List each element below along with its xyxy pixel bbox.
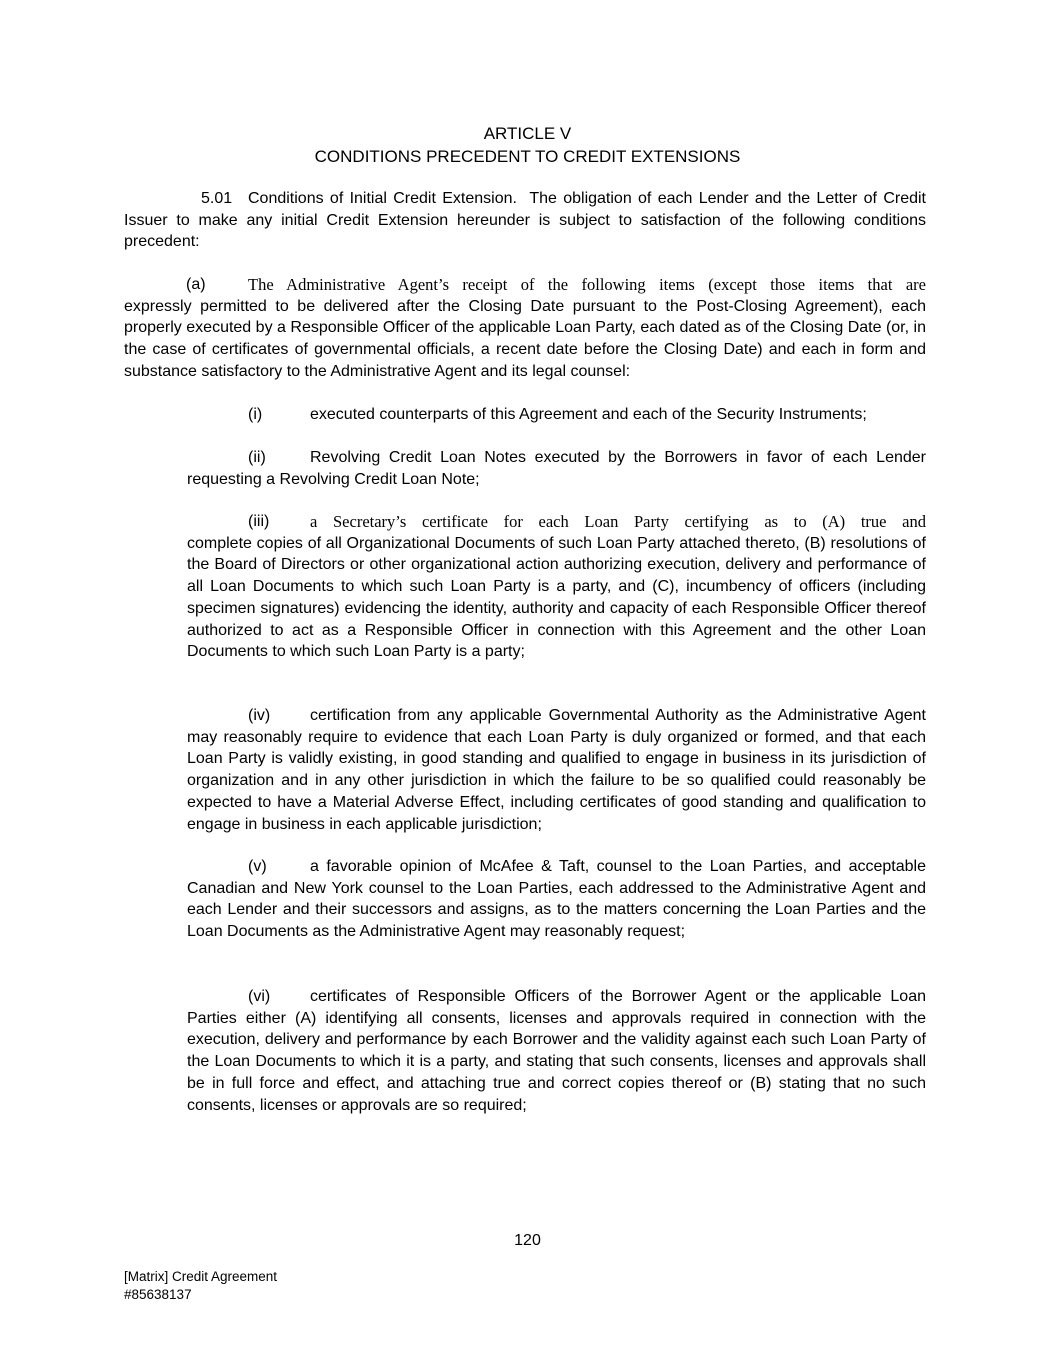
clause-a-text: expressly permitted to be delivered after the Closing Date pursuant to the Post-Closing Agreement), each properly executed by a Responsible Officer of the applicable Loan Party, each dated as of the Closing Date (or, in the case of certificates of governmental officials, a recent date before the Closing Date) and each in form and substance satisfactory to the Administrative Agent and its legal counsel: <box>124 297 926 380</box>
clause-a-label: (a) <box>186 276 206 293</box>
article-subtitle: CONDITIONS PRECEDENT TO CREDIT EXTENSIONS <box>314 147 741 166</box>
item-iv <box>187 705 926 835</box>
item-iv-text: certification from any applicable Governmental Authority as the Administrative Agent may reasonably require to evidence that each Loan Party is duly organized or formed, and that each Loan Party is validly existing, in good standing and qualified to engage in business in its jurisdiction of organization and in any other jurisdiction in which the failure to be so qualified could reasonably be expected to have a Material Adverse Effect, including certificates of good standing and qualification to engage in business in each applicable jurisdiction; <box>187 707 926 833</box>
item-v-label: (v) <box>248 858 267 875</box>
item-vi-label: (vi) <box>248 988 271 1005</box>
item-iv-label: (iv) <box>248 707 271 724</box>
item-v-text: a favorable opinion of McAfee & Taft, counsel to the Loan Parties, and acceptable Canadian and New York counsel to the Loan Parties, each addressed to the Administrative Agent and each Lender and their successors and assigns, as to the matters concerning the Loan Parties and the Loan Documents as the Administrative Agent may reasonably request; <box>187 858 926 941</box>
item-i-text: executed counterparts of this Agreement and each of the Security Instruments; <box>310 406 867 423</box>
item-iii-first-line <box>187 511 926 533</box>
section-5-01 <box>124 188 926 253</box>
page-number: 120 <box>514 1232 541 1249</box>
item-v <box>187 856 926 943</box>
article-title: ARTICLE V <box>483 124 572 143</box>
item-i <box>187 404 926 426</box>
item-iii-label: (iii) <box>248 513 270 530</box>
item-i-label: (i) <box>248 406 263 423</box>
item-vi <box>187 986 926 1116</box>
item-ii-text: Revolving Credit Loan Notes executed by the Borrowers in favor of each Lender requesting a Revolving Credit Loan Note; <box>187 449 926 488</box>
section-heading: Conditions of Initial Credit Extension. <box>248 190 517 207</box>
item-vi-text: certificates of Responsible Officers of the Borrower Agent or the applicable Loan Parties either (A) identifying all consents, licenses and approvals required in connection with the execution, delivery and performance by each Borrower and the validity against each such Loan Party of the Loan Documents to which it is a party, and stating that such consents, licenses and approvals shall be in full force and effect, and attaching true and correct copies thereof or (B) stating that no such consents, licenses or approvals are so required; <box>187 988 926 1114</box>
clause-a-first-line <box>124 274 926 296</box>
section-number: 5.01 <box>201 190 233 207</box>
footer-document-id: #85638137 <box>124 1287 192 1302</box>
item-ii-label: (ii) <box>248 449 266 466</box>
footer-document-title: [Matrix] Credit Agreement <box>124 1269 278 1284</box>
item-iii <box>187 511 926 663</box>
clause-a-lead: The Administrative Agent’s receipt of the following items (except those items that are <box>248 275 926 294</box>
item-iii-lead: a Secretary’s certificate for each Loan Party certifying as to (A) true and <box>310 512 926 531</box>
item-iii-text: complete copies of all Organizational Documents of such Loan Party attached thereto, (B) resolutions of the Board of Directors or other organizational action authorizing execution, delivery and performance of all Loan Documents to which such Loan Party is a party, and (C), incumbency of officers (including specimen signatures) evidencing the identity, authority and capacity of each Responsible Officer thereof authorized to act as a Responsible Officer in connection with this Agreement and the other Loan Documents to which such Loan Party is a party; <box>187 534 926 661</box>
section-text: The obligation of each Lender and the Letter of Credit Issuer to make any initial Credit Extension hereunder is subject to satisfaction of the following conditions precedent: <box>124 190 927 251</box>
item-ii <box>187 447 926 490</box>
clause-a <box>124 274 926 383</box>
